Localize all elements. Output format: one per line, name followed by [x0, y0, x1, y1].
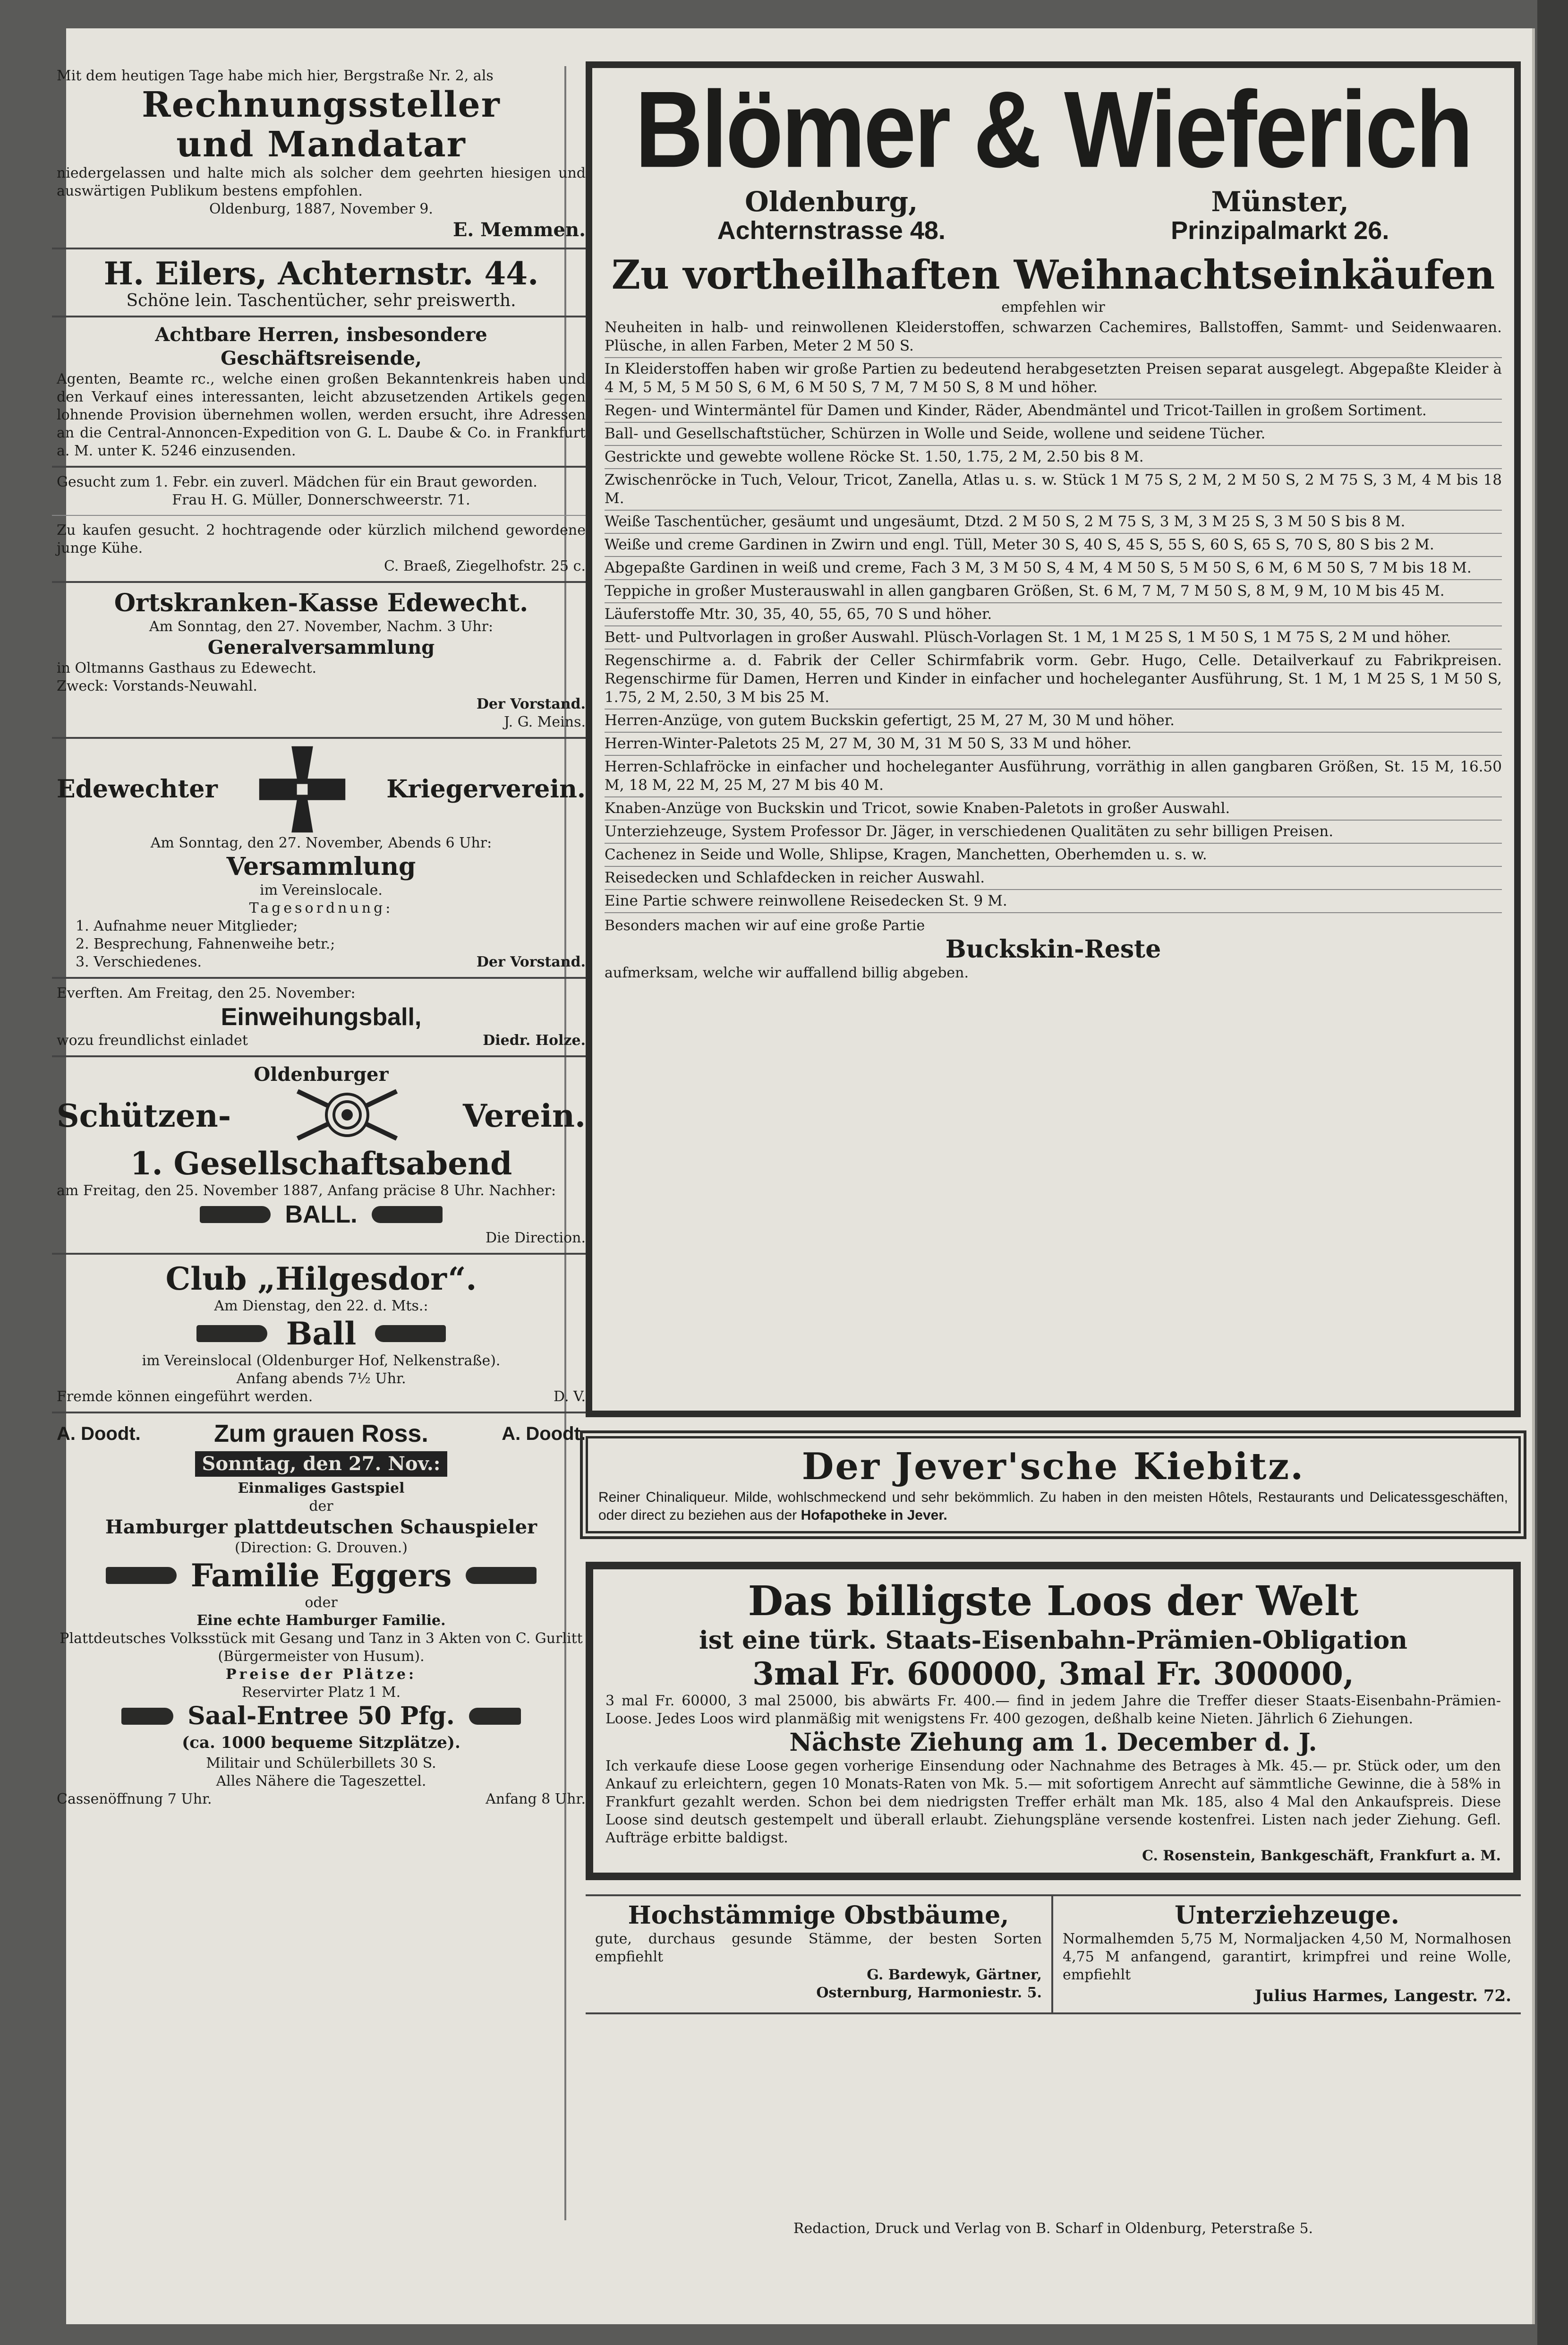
- ad-krieger-line2: im Vereinslocale.: [260, 882, 383, 899]
- ad-eilers: [52, 249, 590, 317]
- ad-ross-l5: oder: [305, 1594, 338, 1611]
- ad-krieger-agenda-item: 3. Verschiedenes.: [76, 954, 202, 970]
- ad-ross: [52, 1413, 590, 1814]
- ad-gesucht: [52, 468, 590, 516]
- ad-eilers-title: H. Eilers, Achternstr. 44.: [103, 255, 539, 292]
- ad-memmen: [52, 61, 590, 249]
- ad-bloemer-item: Regenschirme a. d. Fabrik der Celler Schirmfabrik vorm. Gebr. Hugo, Celle. Detailverkauf zu Fabrikpreisen. Regenschirme für Damen, Herren und Kinder in einfacher und hocheleganter Ausführung, St. 1 M, 1 M 25 S, 1 M 50 S, 1.75, 2 M, 2.50, 3 M bis 25 M.: [605, 650, 1502, 710]
- ad-bloemer-item: Regen- und Wintermäntel für Damen und Kinder, Räder, Abendmäntel und Tricot-Taillen in großem Sortiment.: [605, 400, 1502, 423]
- ad-unterzieh-sig: Julius Harmes, Langestr. 72.: [1254, 1986, 1511, 2005]
- ad-bloemer-item: Reisedecken und Schlafdecken in reicher Auswahl.: [605, 867, 1502, 890]
- ad-loos-l1: ist eine türk. Staats-Eisenbahn-Prämien-Obligation: [699, 1626, 1407, 1655]
- ad-bloemer-item: Teppiche in großer Musterauswahl in allen gangbaren Größen, St. 6 M, 7 M, 7 M 50 S, 8 M, 9 M, 10 M bis 45 M.: [605, 580, 1502, 603]
- ad-ortskranken-sig2: J. G. Meins.: [503, 714, 586, 730]
- ad-bloemer-item: Weiße Taschentücher, gesäumt und ungesäumt, Dtzd. 2 M 50 S, 2 M 75 S, 3 M, 3 M 25 S, 3 M 50 S bis 8 M.: [605, 511, 1502, 534]
- ad-kiebitz-bold: Hofapotheke in Jever.: [801, 1507, 947, 1523]
- ad-bloemer-heading: Zu vortheilhaften Weihnachtseinkäufen: [611, 251, 1495, 298]
- ad-memmen-body: niedergelassen und halte mich als solcher dem geehrten hiesigen und auswärtigen Publikum bestens empfohlen.: [57, 165, 586, 199]
- ad-bloemer-item: Herren-Winter-Paletots 25 M, 27 M, 30 M, 31 M 50 S, 33 M und höher.: [605, 733, 1502, 756]
- ad-bloemer-item: Gestrickte und gewebte wollene Röcke St. 1.50, 1.75, 2 M, 2.50 bis 8 M.: [605, 446, 1502, 469]
- ad-zukaufen-contact: C. Braeß, Ziegelhofstr. 25 c.: [384, 558, 586, 574]
- ad-loos-heading: Nächste Ziehung am 1. December d. J.: [789, 1728, 1317, 1757]
- ad-krieger-line1: Am Sonntag, den 27. November, Abends 6 Uhr:: [150, 835, 492, 851]
- ad-memmen-dateline: Oldenburg, 1887, November 9.: [209, 201, 433, 217]
- ad-ross-l3: Hamburger plattdeutschen Schauspieler: [105, 1516, 537, 1538]
- ad-bloemer-street1: Achternstrasse 48.: [717, 216, 946, 245]
- ad-bloemer: [586, 61, 1521, 1417]
- scan-edge: [1537, 0, 1568, 2345]
- ad-obst-sig1: G. Bardewyk, Gärtner,: [867, 1967, 1042, 1983]
- ad-ross-prices-title: Preise der Plätze:: [225, 1666, 417, 1683]
- ad-everften-heading: Einweihungsball,: [221, 1003, 422, 1031]
- ad-schuetzen: [52, 1057, 590, 1255]
- ad-memmen-title1: Rechnungssteller: [142, 85, 501, 125]
- ad-ross-name-right: A. Doodt.: [502, 1423, 586, 1444]
- ad-bloemer-item: Cachenez in Seide und Wolle, Shlipse, Kragen, Manchetten, Oberhemden u. s. w.: [605, 844, 1502, 867]
- ad-club-line2: im Vereinslocal (Oldenburger Hof, Nelkenstraße).: [142, 1352, 501, 1369]
- ad-bloemer-item: In Kleiderstoffen haben wir große Partien zu bedeutend herabgesetzten Preisen separat ausgelegt. Abgepaßte Kleider à 4 M, 5 M, 5 M 50 S, 6 M, 6 M 50 S, 7 M, 7 M 50 S, 8 M und höher.: [605, 358, 1502, 400]
- ad-krieger-right: Kriegerverein.: [386, 775, 586, 804]
- ad-achtbare: [52, 317, 590, 468]
- ad-gesucht-contact: Frau H. G. Müller, Donnerschweerstr. 71.: [172, 492, 470, 508]
- ad-bloemer-item: Herren-Anzüge, von gutem Buckskin gefertigt, 25 M, 27 M, 30 M und höher.: [605, 710, 1502, 733]
- imprint-line: Redaction, Druck und Verlag von B. Scharf in Oldenburg, Peterstraße 5.: [793, 2220, 1313, 2237]
- ad-ortskranken-line1: Am Sonntag, den 27. November, Nachm. 3 Uhr:: [149, 618, 494, 635]
- ad-bloemer-street2: Prinzipalmarkt 26.: [1171, 216, 1389, 245]
- ad-ortskranken-heading: Generalversammlung: [207, 636, 435, 659]
- ad-obst: [586, 1896, 1053, 2012]
- ad-ross-l6: Eine echte Hamburger Familie.: [196, 1612, 446, 1629]
- ad-ross-l4: (Direction: G. Drouven.): [235, 1540, 408, 1556]
- ad-bloemer-sub: empfehlen wir: [1001, 299, 1105, 316]
- ad-kiebitz-text: Reiner Chinaliqueur. Milde, wohlschmeckend und sehr bekömmlich. Zu haben in den meisten Hôtels, Restaurants und Delicatessgeschäften, oder direct zu beziehen aus der: [598, 1489, 1508, 1523]
- ad-bloemer-item: Abgepaßte Gardinen in weiß und creme, Fach 3 M, 3 M 50 S, 4 M, 4 M 50 S, 5 M 50 S, 6 M, 6 M 50 S, 7 M bis 18 M.: [605, 557, 1502, 580]
- pointing-hand-icon: [200, 1206, 271, 1223]
- ad-bloemer-item: Läuferstoffe Mtr. 30, 35, 40, 55, 65, 70 S und höher.: [605, 603, 1502, 626]
- pointing-hand-icon: [469, 1708, 521, 1725]
- ad-eilers-body: Schöne lein. Taschentücher, sehr preiswerth.: [126, 291, 516, 310]
- ad-ross-footer-left: Cassenöffnung 7 Uhr.: [57, 1791, 212, 1807]
- ad-gesucht-body: Gesucht zum 1. Febr. ein zuverl. Mädchen für ein Braut geworden.: [57, 474, 537, 490]
- ad-kiebitz-body: [598, 1489, 1508, 1524]
- ad-ross-l2: der: [309, 1498, 333, 1515]
- ad-loos-body1: 3 mal Fr. 60000, 3 mal 25000, bis abwärts Fr. 400.— find in jedem Jahre die Treffer dieser Staats-Eisenbahn-Prämien-Loose. Jedes Loos wird planmäßig mit wenigstens Fr. 400 gezogen, deßhalb keine Nieten. Jährlich 6 Ziehungen.: [605, 1693, 1501, 1727]
- ad-bloemer-item: Knaben-Anzüge von Buckskin und Tricot, sowie Knaben-Paletots in großer Auswahl.: [605, 797, 1502, 821]
- ad-bloemer-item: Weiße und creme Gardinen in Zwirn und engl. Tüll, Meter 30 S, 40 S, 45 S, 55 S, 60 S, 65 S, 70 S, 80 S bis 2 M.: [605, 534, 1502, 557]
- ad-ross-p5: Alles Nähere die Tageszettel.: [216, 1773, 426, 1789]
- ad-everften-sig: Diedr. Holze.: [483, 1032, 586, 1049]
- ad-club-line3: Anfang abends 7½ Uhr.: [236, 1370, 406, 1387]
- ad-achtbare-title1: Achtbare Herren, insbesondere: [155, 324, 487, 346]
- ad-krieger-sig: Der Vorstand.: [476, 954, 586, 970]
- ad-bloemer-title: Blömer & Wieferich: [635, 69, 1472, 190]
- pointing-hand-icon: [121, 1708, 173, 1725]
- ad-memmen-title2: und Mandatar: [176, 124, 466, 165]
- ad-krieger-left: Edewechter: [57, 775, 218, 804]
- ad-ortskranken-line2: in Oltmanns Gasthaus zu Edewecht.: [57, 660, 317, 676]
- ad-club-line4: Fremde können eingeführt werden.: [57, 1388, 313, 1405]
- ad-club: [52, 1255, 590, 1413]
- ad-ross-p4: Militair und Schülerbillets 30 S.: [206, 1755, 436, 1772]
- ad-bloemer-city2: Münster,: [1211, 186, 1349, 218]
- ad-ortskranken-line3: Zweck: Vorstands-Neuwahl.: [57, 678, 257, 694]
- ad-club-ball: Ball: [286, 1315, 357, 1352]
- ad-everften-line2: wozu freundlichst einladet: [57, 1032, 248, 1049]
- target-icon: [293, 1087, 401, 1145]
- ad-achtbare-body: Agenten, Beamte rc., welche einen großen Bekanntenkreis haben und den Verkauf eines interessanten, leicht abzusetzenden Artikels gegen lohnende Provision übernehmen wollen, werden ersucht, ihre Adressen an die Central-Annoncen-Expedition von G. L. Daube & Co. in Frankfurt a. M. unter K. 5246 einzusenden.: [57, 371, 586, 459]
- ad-unterzieh: [1053, 1896, 1521, 2012]
- ad-kiebitz-title: Der Jever'sche Kiebitz.: [801, 1445, 1305, 1488]
- pointing-hand-icon: [466, 1567, 537, 1584]
- ad-bottom-row: [586, 1894, 1521, 2014]
- ad-krieger: [52, 739, 590, 979]
- ad-obst-title: Hochstämmige Obstbäume,: [628, 1901, 1009, 1930]
- ad-schuetzen-heading: 1. Gesellschaftsabend: [130, 1145, 512, 1182]
- ad-bloemer-item: Eine Partie schwere reinwollene Reisedecken St. 9 M.: [605, 890, 1502, 913]
- ad-bloemer-item: Herren-Schlafröcke in einfacher und hocheleganter Ausführung, vorräthig in allen gangbaren Größen, St. 15 M, 16.50 M, 18 M, 22 M, 25 M, 27 M bis 40 M.: [605, 756, 1502, 797]
- ad-club-title: Club „Hilgesdor“.: [165, 1260, 477, 1297]
- ad-ross-p1: Reservirter Platz 1 M.: [241, 1684, 401, 1701]
- ad-everften: [52, 979, 590, 1057]
- ad-unterzieh-body: Normalhemden 5,75 M, Normaljacken 4,50 M, Normalhosen 4,75 M anfangend, garantirt, krimpfrei und reine Wolle, empfiehlt: [1063, 1931, 1511, 1983]
- ad-club-line1: Am Dienstag, den 22. d. Mts.:: [214, 1298, 428, 1314]
- ad-ortskranken-sig1: Der Vorstand.: [476, 696, 586, 712]
- ad-schuetzen-right: Verein.: [463, 1097, 586, 1134]
- ad-loos-l2: 3mal Fr. 600000, 3mal Fr. 300000,: [752, 1655, 1354, 1692]
- ad-schuetzen-body: am Freitag, den 25. November 1887, Anfang präcise 8 Uhr. Nachher:: [57, 1182, 556, 1199]
- ad-ross-l7: Plattdeutsches Volksstück mit Gesang und Tanz in 3 Akten von C. Gurlitt (Bürgermeister von Husum).: [60, 1630, 583, 1665]
- ad-krieger-header: [57, 745, 586, 834]
- ad-loos-body2: Ich verkaufe diese Loose gegen vorherige Einsendung oder Nachnahme des Betrages à Mk. 45.— pr. Stück oder, um den Ankauf zu erleichtern, gegen 10 Monats-Raten von Mk. 5.— mit sofortigem Anrecht auf sämmtliche Gewinne, die à 58% in Frankfurt gezahlt werden. Schon bei dem niedrigsten Treffer erhält man Mk. 185, also 4 Mal den Ankaufspreis. Diese Loose sind deutsch gestempelt und überall erlaubt. Ziehungspläne versende kostenfrei. Listen nach jeder Ziehung. Gefl. Aufträge erbitte baldigst.: [605, 1758, 1501, 1846]
- ad-club-sig: D. V.: [553, 1388, 586, 1405]
- pointing-hand-icon: [106, 1567, 177, 1584]
- ad-krieger-agenda-item: 2. Besprechung, Fahnenweihe betr.;: [76, 936, 335, 952]
- iron-cross-icon: [257, 745, 347, 834]
- ad-krieger-heading: Versammlung: [226, 852, 416, 881]
- ad-ortskranken: [52, 583, 590, 739]
- ad-obst-sig2: Osternburg, Harmoniestr. 5.: [816, 1985, 1042, 2001]
- ad-ross-footer-right: Anfang 8 Uhr.: [486, 1791, 586, 1807]
- ad-memmen-intro: Mit dem heutigen Tage habe mich hier, Bergstraße Nr. 2, als: [57, 68, 494, 84]
- ad-bloemer-item: Bett- und Pultvorlagen in großer Auswahl. Plüsch-Vorlagen St. 1 M, 1 M 25 S, 1 M 50 S, 1 M 75 S, 2 M und höher.: [605, 626, 1502, 650]
- ad-bloemer-foot-heading: Buckskin-Reste: [945, 935, 1161, 964]
- pointing-hand-icon: [372, 1206, 443, 1223]
- right-column: [586, 61, 1521, 2225]
- ad-loos: [586, 1562, 1521, 1880]
- ad-ross-p2: Saal-Entree 50 Pfg.: [187, 1702, 455, 1730]
- ad-schuetzen-ball: BALL.: [285, 1201, 358, 1228]
- left-column: [52, 61, 590, 2216]
- ad-bloemer-items: [605, 317, 1502, 913]
- ad-obst-body: gute, durchaus gesunde Stämme, der besten Sorten empfiehlt: [595, 1931, 1042, 1965]
- ad-ross-heading: Familie Eggers: [190, 1557, 452, 1594]
- ad-loos-sig: C. Rosenstein, Bankgeschäft, Frankfurt a. M.: [1142, 1848, 1501, 1864]
- ad-ross-date: Sonntag, den 27. Nov.:: [195, 1451, 447, 1477]
- pointing-hand-icon: [375, 1325, 446, 1342]
- ad-ross-p3: (ca. 1000 bequeme Sitzplätze).: [182, 1733, 460, 1752]
- ad-bloemer-foot2: aufmerksam, welche wir auffallend billig abgeben.: [605, 965, 969, 981]
- ad-schuetzen-top: Oldenburger: [254, 1063, 389, 1086]
- ad-bloemer-item: Neuheiten in halb- und reinwollenen Kleiderstoffen, schwarzen Cachemires, Ballstoffen, Sammt- und Seidenwaaren. Plüsche, in allen Farben, Meter 2 M 50 S.: [605, 317, 1502, 358]
- ad-schuetzen-left: Schützen-: [57, 1097, 231, 1134]
- ad-schuetzen-sig: Die Direction.: [485, 1230, 586, 1246]
- ad-ross-name-left: A. Doodt.: [57, 1423, 141, 1444]
- ad-memmen-name: E. Memmen.: [452, 219, 586, 241]
- ad-kiebitz: [586, 1436, 1521, 1533]
- ad-achtbare-title2: Geschäftsreisende,: [221, 347, 422, 369]
- ad-ross-title: Zum grauen Ross.: [214, 1420, 428, 1447]
- ad-bloemer-city1: Oldenburg,: [745, 186, 918, 218]
- ad-zukaufen: [52, 516, 590, 583]
- ad-ross-l1: Einmaliges Gastspiel: [238, 1480, 405, 1497]
- ad-bloemer-foot1: Besonders machen wir auf eine große Partie: [605, 917, 925, 934]
- ad-unterzieh-title: Unterziehzeuge.: [1175, 1901, 1399, 1930]
- ad-zukaufen-body: Zu kaufen gesucht. 2 hochtragende oder kürzlich milchend gewordene junge Kühe.: [57, 522, 586, 556]
- pointing-hand-icon: [196, 1325, 267, 1342]
- ad-bloemer-item: Zwischenröcke in Tuch, Velour, Tricot, Zanella, Atlas u. s. w. Stück 1 M 75 S, 2 M, 2 M 50 S, 2 M 75 S, 3 M, 4 M bis 18 M.: [605, 469, 1502, 511]
- ad-krieger-agenda-item: 1. Aufnahme neuer Mitglieder;: [76, 918, 298, 934]
- ad-everften-line1: Everften. Am Freitag, den 25. November:: [57, 985, 356, 1001]
- ad-bloemer-cities: [605, 187, 1502, 245]
- ad-bloemer-item: Unterziehzeuge, System Professor Dr. Jäger, in verschiedenen Qualitäten zu sehr billigen Preisen.: [605, 821, 1502, 844]
- ad-ortskranken-title: Ortskranken-Kasse Edewecht.: [114, 589, 528, 617]
- ad-loos-title: Das billigste Loos der Welt: [748, 1577, 1359, 1625]
- ad-bloemer-item: Ball- und Gesellschaftstücher, Schürzen in Wolle und Seide, wollene und seidene Tücher.: [605, 423, 1502, 446]
- ad-krieger-agenda-title: Tagesordnung:: [249, 900, 393, 916]
